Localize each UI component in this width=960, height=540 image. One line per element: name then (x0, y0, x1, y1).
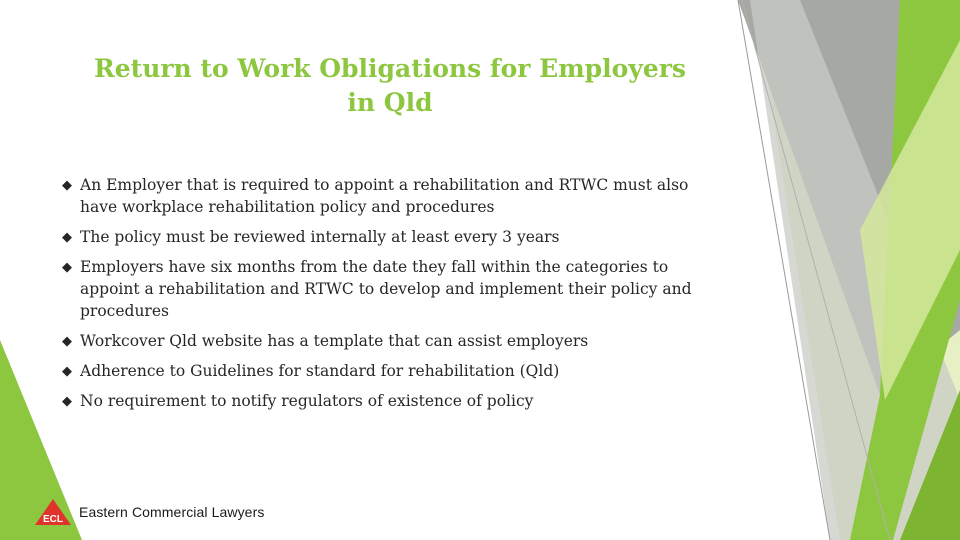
slide-title (40, 52, 740, 120)
slide-title-line-1: Return to Work Obligations for Employers (93, 54, 687, 83)
diamond-icon: ◆ (62, 364, 72, 379)
bullet-item (62, 226, 722, 248)
logo-mark-text: ECL (43, 514, 63, 525)
bullet-item (62, 360, 722, 382)
ecl-logo-graphic (33, 497, 73, 527)
bullet-item (62, 330, 722, 352)
bullet-list (62, 174, 722, 420)
company-name: Eastern Commercial Lawyers (79, 504, 265, 520)
bullet-text: Employers have six months from the date they fall within the categories to appoint a rehabilitation and RTWC to develop and implement their policy and procedures (80, 258, 692, 320)
bullet-text: Workcover Qld website has a template that can assist employers (80, 332, 589, 350)
diamond-icon: ◆ (62, 394, 72, 409)
company-logo (33, 497, 264, 527)
bullet-text: The policy must be reviewed internally at least every 3 years (80, 228, 560, 246)
diamond-icon: ◆ (62, 230, 72, 245)
diamond-icon: ◆ (62, 260, 72, 275)
slide-title-line-2: in Qld (347, 88, 433, 117)
diamond-icon: ◆ (62, 334, 72, 349)
bullet-text: No requirement to notify regulators of existence of policy (80, 392, 534, 410)
bullet-item (62, 174, 722, 218)
bullet-text: Adherence to Guidelines for standard for rehabilitation (Qld) (80, 362, 560, 380)
bullet-text: An Employer that is required to appoint a rehabilitation and RTWC must also have workplace rehabilitation policy and procedures (80, 176, 689, 216)
bullet-item (62, 390, 722, 412)
bullet-item (62, 256, 722, 322)
diamond-icon: ◆ (62, 178, 72, 193)
ecl-logo-mark (33, 497, 73, 527)
